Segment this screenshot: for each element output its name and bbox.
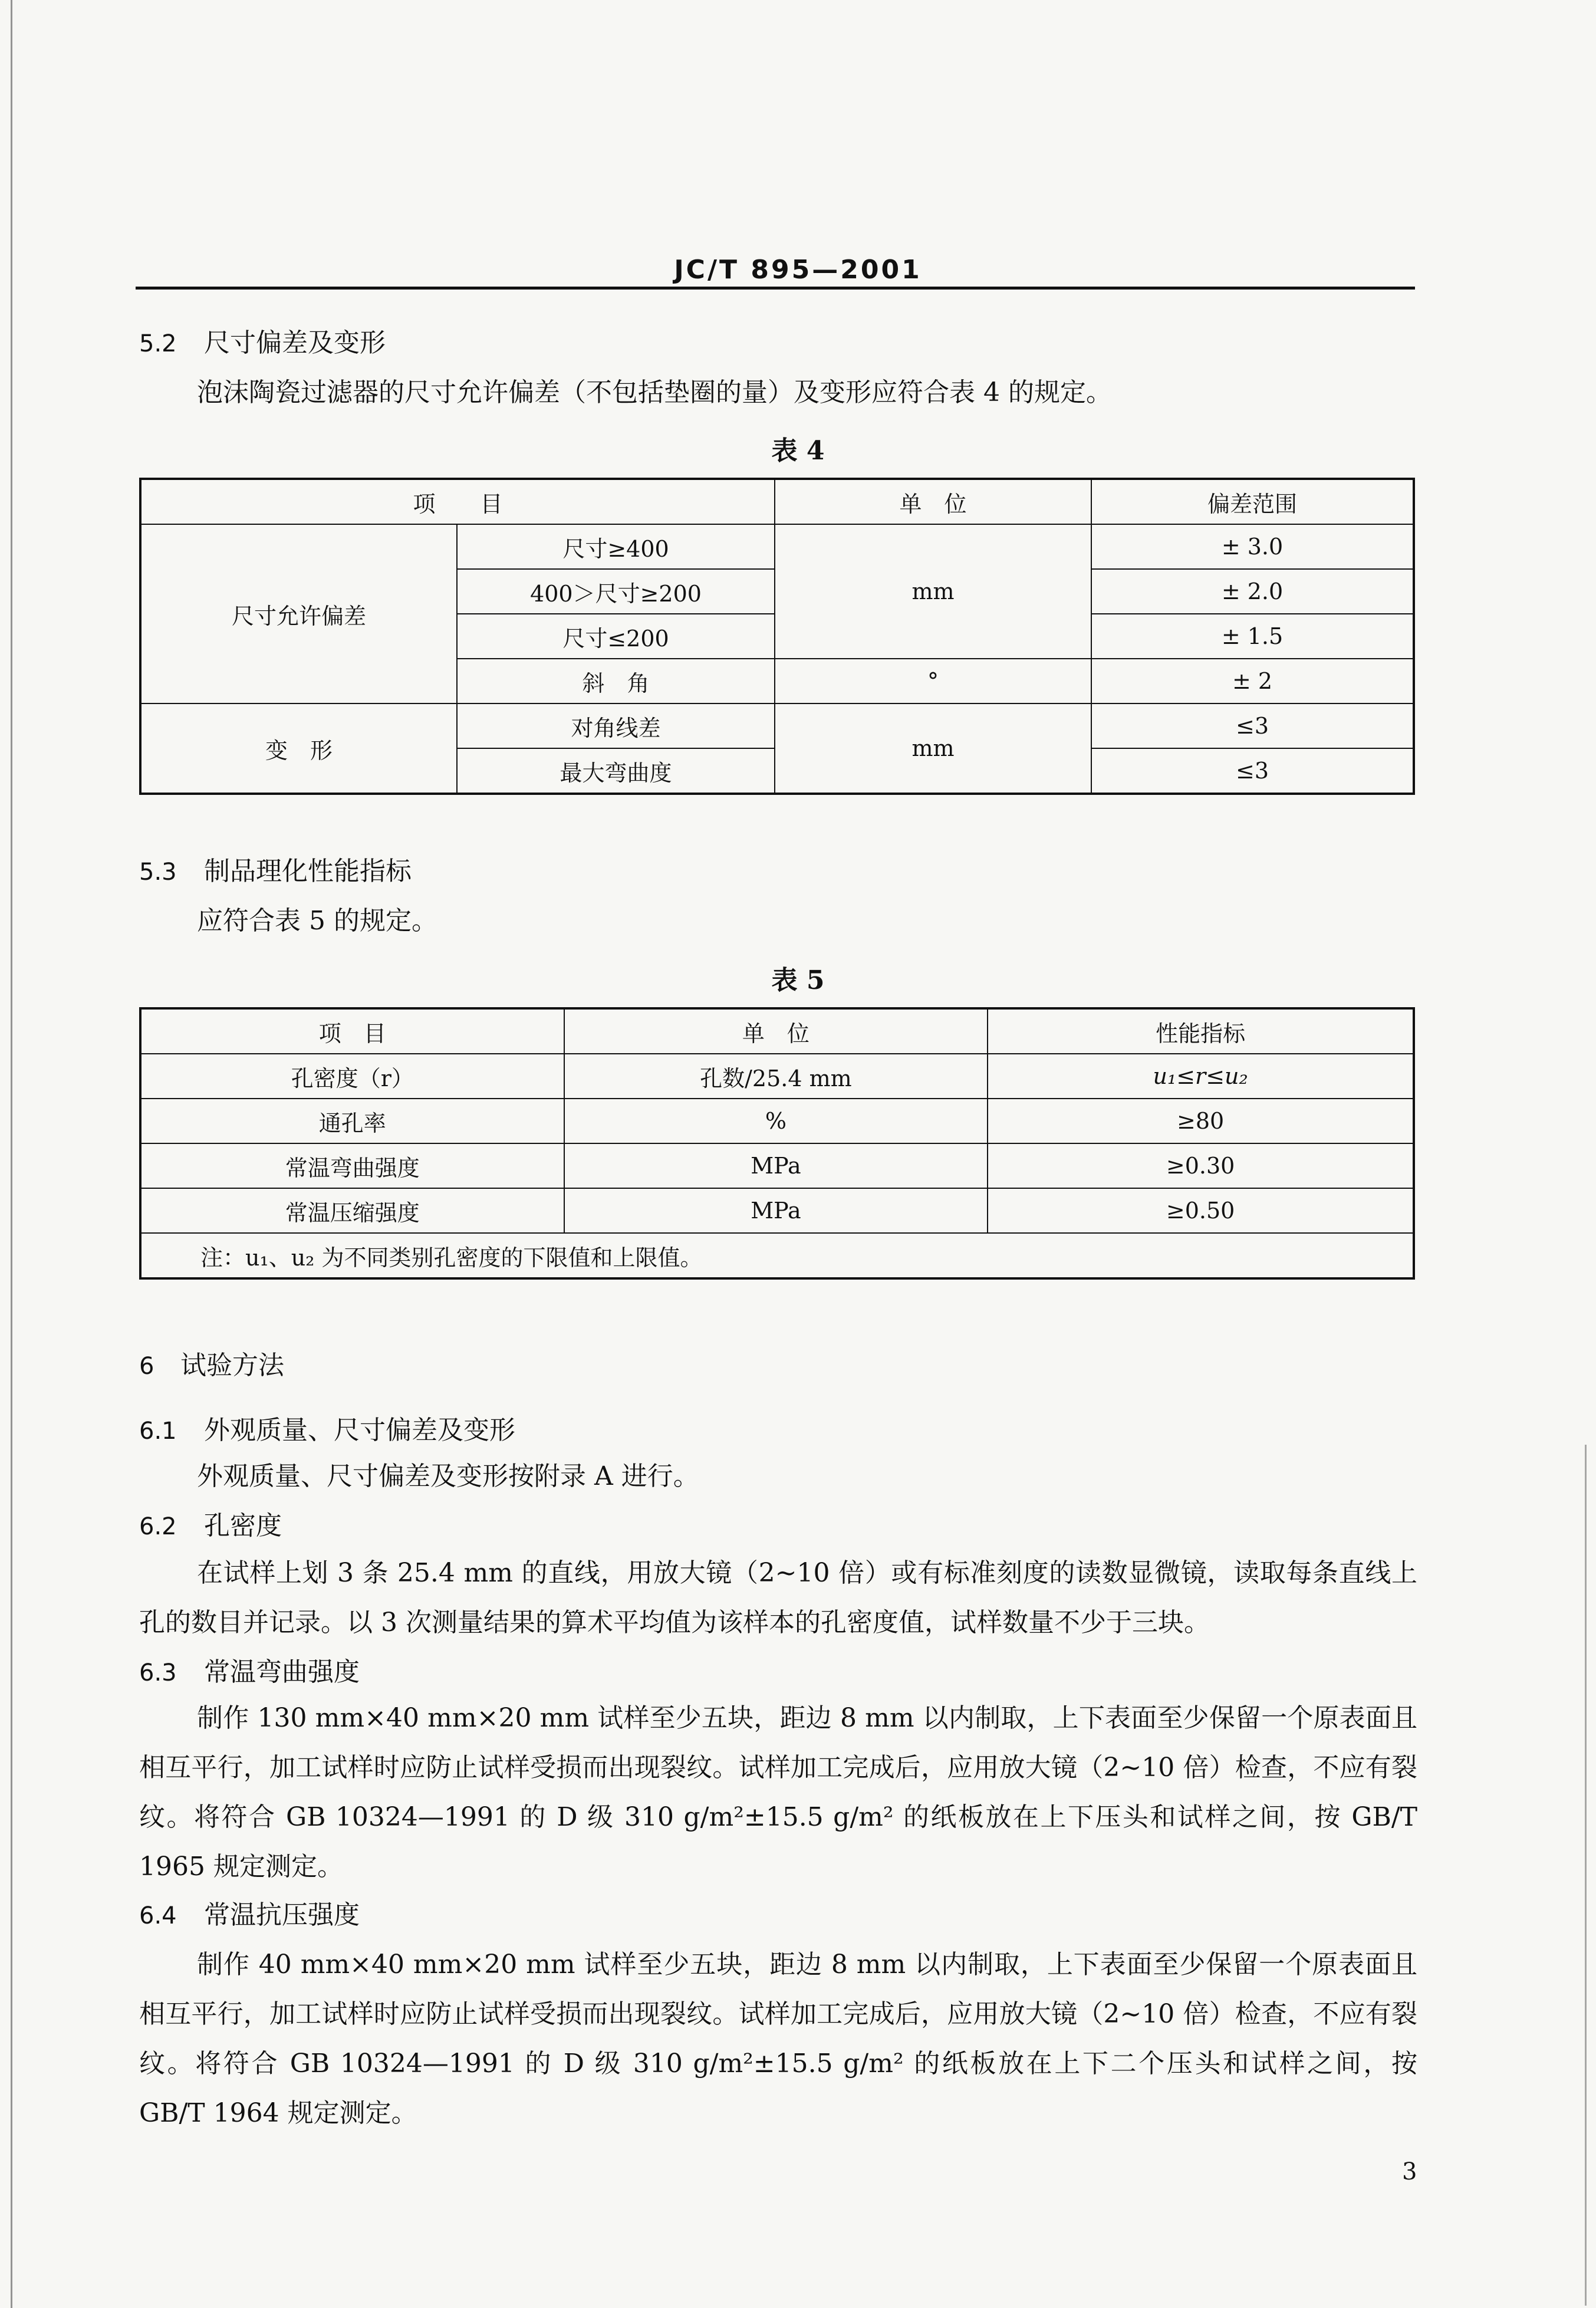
section-number: 6.1 bbox=[139, 1418, 177, 1445]
table-cell: ≥0.50 bbox=[988, 1188, 1414, 1233]
section-title: 制品理化性能指标 bbox=[204, 856, 412, 886]
table-cell: MPa bbox=[564, 1143, 988, 1188]
section-heading-6 bbox=[139, 1350, 284, 1380]
table-cell: ± 2 bbox=[1091, 659, 1414, 703]
table-cell-unit: mm bbox=[775, 703, 1091, 794]
table-header: 单 位 bbox=[564, 1008, 988, 1054]
table-cell: 通孔率 bbox=[140, 1099, 564, 1143]
scan-edge bbox=[1585, 1445, 1587, 2306]
section-body-6-1: 外观质量、尺寸偏差及变形按附录 A 进行。 bbox=[197, 1461, 699, 1491]
table-cell: MPa bbox=[564, 1188, 988, 1233]
table-cell: ≤3 bbox=[1091, 703, 1414, 748]
table-cell: 400＞尺寸≥200 bbox=[457, 569, 775, 614]
table-cell: 尺寸≤200 bbox=[457, 614, 775, 659]
table-header: 偏差范围 bbox=[1091, 479, 1414, 524]
table-cell: 对角线差 bbox=[457, 703, 775, 748]
section-number: 6.2 bbox=[139, 1513, 177, 1540]
table-cell: ≤3 bbox=[1091, 748, 1414, 794]
table-cell: 常温弯曲强度 bbox=[140, 1143, 564, 1188]
section-body-5-3: 应符合表 5 的规定。 bbox=[197, 906, 437, 936]
table-cell: ≥0.30 bbox=[988, 1143, 1414, 1188]
section-number: 6 bbox=[139, 1353, 154, 1380]
table-cell: 尺寸≥400 bbox=[457, 524, 775, 569]
table-cell: 孔密度（r） bbox=[140, 1054, 564, 1099]
table-header: 项 目 bbox=[140, 1008, 564, 1054]
table-cell: ± 3.0 bbox=[1091, 524, 1414, 569]
section-title: 试验方法 bbox=[180, 1350, 284, 1380]
table-header: 性能指标 bbox=[988, 1008, 1414, 1054]
table-group-label: 变 形 bbox=[140, 703, 457, 794]
table-header: 单 位 bbox=[775, 479, 1091, 524]
table-cell-unit: mm bbox=[775, 524, 1091, 659]
section-heading-6-2 bbox=[139, 1513, 282, 1539]
section-body-6-4: 制作 40 mm×40 mm×20 mm 试样至少五块，距边 8 mm 以内制取，上下表面至少保留一个原表面且相互平行，加工试样时应防止试样受损而出现裂纹。试样加工完成后，应用放大镜（2~10 倍）检查，不应有裂纹。将符合 GB 10324—1991 的 D 级 310 g/m²±15.5 g/m² 的纸板放在上下二个压头和试样之间，按 GB/T 1964 规定测定。 bbox=[139, 1949, 1417, 2128]
section-heading-5-3 bbox=[139, 856, 412, 886]
section-number: 5.3 bbox=[139, 859, 177, 886]
table-5-caption: 表 5 bbox=[771, 965, 825, 995]
table-cell: u₁≤r≤u₂ bbox=[988, 1054, 1414, 1099]
section-heading-6-1 bbox=[139, 1415, 515, 1445]
header-rule bbox=[136, 287, 1415, 290]
section-title: 孔密度 bbox=[204, 1511, 282, 1541]
table-cell: 最大弯曲度 bbox=[457, 748, 775, 794]
table-4 bbox=[139, 478, 1415, 795]
table-cell: 孔数/25.4 mm bbox=[564, 1054, 988, 1099]
table-4-caption: 表 4 bbox=[771, 436, 825, 466]
section-title: 常温弯曲强度 bbox=[204, 1657, 360, 1687]
table-note: 注：u₁、u₂ 为不同类别孔密度的下限值和上限值。 bbox=[140, 1233, 1414, 1278]
page-number: 3 bbox=[1402, 2158, 1417, 2185]
table-cell: ≥80 bbox=[988, 1099, 1414, 1143]
table-cell: 斜 角 bbox=[457, 659, 775, 703]
table-cell: ± 2.0 bbox=[1091, 569, 1414, 614]
table-header: 项 目 bbox=[140, 479, 775, 524]
scan-edge bbox=[11, 0, 12, 2308]
section-heading-5-2 bbox=[139, 330, 386, 356]
table-5 bbox=[139, 1007, 1415, 1280]
table-cell-unit: ° bbox=[775, 659, 1091, 703]
section-heading-6-4 bbox=[139, 1902, 360, 1928]
section-number: 6.4 bbox=[139, 1902, 177, 1929]
section-title: 常温抗压强度 bbox=[204, 1900, 360, 1930]
table-cell: % bbox=[564, 1099, 988, 1143]
table-cell: 常温压缩强度 bbox=[140, 1188, 564, 1233]
section-body-6-3: 制作 130 mm×40 mm×20 mm 试样至少五块，距边 8 mm 以内制取，上下表面至少保留一个原表面且相互平行，加工试样时应防止试样受损而出现裂纹。试样加工完成后，应用放大镜（2~10 倍）检查，不应有裂纹。将符合 GB 10324—1991 的 D 级 310 g/m²±15.5 g/m² 的纸板放在上下压头和试样之间，按 GB/T 1965 规定测定。 bbox=[139, 1703, 1417, 1882]
section-title: 尺寸偏差及变形 bbox=[204, 328, 386, 358]
section-body-6-2: 在试样上划 3 条 25.4 mm 的直线，用放大镜（2~10 倍）或有标准刻度的读数显微镜，读取每条直线上孔的数目并记录。以 3 次测量结果的算术平均值为该样本的孔密度值，试样数量不少于三块。 bbox=[139, 1558, 1417, 1638]
section-body-5-2: 泡沫陶瓷过滤器的尺寸允许偏差（不包括垫圈的量）及变形应符合表 4 的规定。 bbox=[197, 377, 1112, 407]
section-number: 5.2 bbox=[139, 330, 177, 357]
table-group-label: 尺寸允许偏差 bbox=[140, 524, 457, 703]
section-number: 6.3 bbox=[139, 1659, 177, 1686]
standard-code: JC/T 895—2001 bbox=[674, 255, 922, 285]
section-heading-6-3 bbox=[139, 1659, 360, 1685]
section-title: 外观质量、尺寸偏差及变形 bbox=[204, 1415, 515, 1445]
table-cell: ± 1.5 bbox=[1091, 614, 1414, 659]
